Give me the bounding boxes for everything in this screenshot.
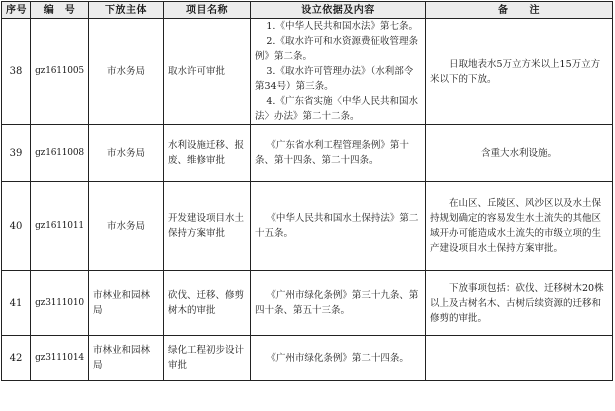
- row-seq: 42: [2, 336, 31, 381]
- header-basis: 设立依据及内容: [251, 2, 426, 19]
- basis-line: 3.《取水许可管理办法》（水利部令第34号）第三条。: [255, 66, 414, 92]
- header-note: 备 注: [426, 2, 613, 19]
- row-basis: [251, 271, 426, 336]
- basis-line: 《广州市绿化条例》第二十四条。: [266, 352, 409, 364]
- row-basis: [251, 125, 426, 182]
- basis-line: 《中华人民共和国水土保持法》第二十五条。: [255, 213, 419, 239]
- row-code: gz1611008: [31, 125, 89, 182]
- basis-line: 《广州市绿化条例》第三十九条、第四十条、第五十三条。: [255, 290, 419, 316]
- row-dept: 市水务局: [89, 182, 164, 271]
- table-row: [2, 19, 613, 125]
- header-name: 项目名称: [164, 2, 251, 19]
- row-seq: 40: [2, 182, 31, 271]
- basis-line: 2.《取水许可和水资源费征收管理条例》第二条。: [255, 36, 418, 62]
- row-name: 取水许可审批: [164, 19, 251, 125]
- row-basis: [251, 19, 426, 125]
- row-code: gz3111010: [31, 271, 89, 336]
- table-header-row: [2, 2, 613, 19]
- row-note: 日取地表水5万立方米以上15万立方米以下的下放。: [426, 19, 613, 125]
- row-dept: 市林业和园林局: [89, 336, 164, 381]
- header-code: 编 号: [31, 2, 89, 19]
- row-code: gz1611011: [31, 182, 89, 271]
- row-basis: [251, 336, 426, 381]
- row-note: 在山区、丘陵区、风沙区以及水土保持规划确定的容易发生水土流失的其他区域开办可能造成水土流失的市级立项的生产建设项目水土保持方案审批。: [426, 182, 613, 271]
- row-dept: 市林业和园林局: [89, 271, 164, 336]
- row-seq: 38: [2, 19, 31, 125]
- table-row: [2, 271, 613, 336]
- row-basis: [251, 182, 426, 271]
- row-name: 水利设施迁移、报废、维修审批: [164, 125, 251, 182]
- header-seq: 序号: [2, 2, 31, 19]
- basis-line: 《广东省水利工程管理条例》第十条、第十四条、第二十四条。: [255, 140, 409, 166]
- row-name: 砍伐、迁移、修剪树木的审批: [164, 271, 251, 336]
- row-dept: 市水务局: [89, 19, 164, 125]
- row-seq: 39: [2, 125, 31, 182]
- row-note: 下放事项包括：砍伐、迁移树木20株以上及古树名木、古树后续资源的迁移和修剪的审批。: [426, 271, 613, 336]
- row-seq: 41: [2, 271, 31, 336]
- table-row: [2, 125, 613, 182]
- header-dept: 下放主体: [89, 2, 164, 19]
- row-name: 开发建设项目水土保持方案审批: [164, 182, 251, 271]
- table-row: [2, 182, 613, 271]
- basis-line: 4.《广东省实施〈中华人民共和国水法〉办法》第二十二条。: [255, 96, 418, 122]
- row-dept: 市水务局: [89, 125, 164, 182]
- row-note: 含重大水利设施。: [426, 125, 613, 182]
- table-row: [2, 336, 613, 381]
- row-note: [426, 336, 613, 381]
- row-code: gz3111014: [31, 336, 89, 381]
- row-name: 绿化工程初步设计审批: [164, 336, 251, 381]
- delegation-table: [1, 1, 613, 381]
- row-code: gz1611005: [31, 19, 89, 125]
- basis-line: 1.《中华人民共和国水法》第七条。: [266, 21, 418, 32]
